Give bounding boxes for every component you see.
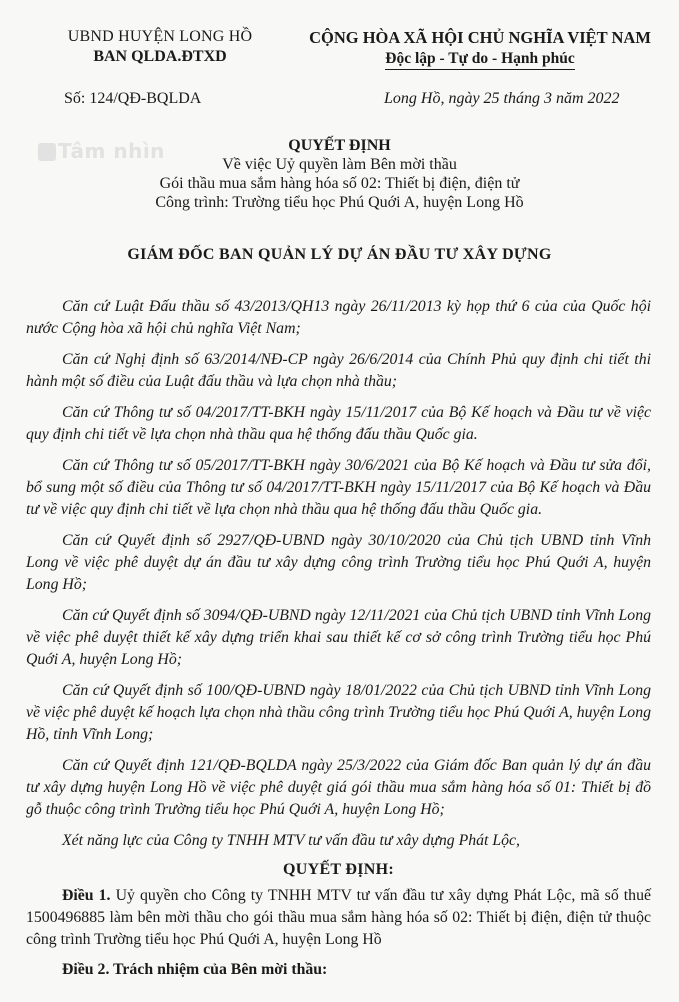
legal-basis-7: Căn cứ Quyết định số 100/QĐ-UBND ngày 18/01/2022 của Chủ tịch UBND tỉnh Vĩnh Long về việc phê duyệt kế hoạch lựa chọn nhà thầu công trình Trường tiểu học Phú Quới A, huyện Long Hồ, tỉnh Vĩnh Long; [26,682,651,743]
legal-basis-6: Căn cứ Quyết định số 3094/QĐ-UBND ngày 12/11/2021 của Chủ tịch UBND tỉnh Vĩnh Long về việc phê duyệt thiết kế xây dựng triển khai sau thiết kế cơ sở công trình Trường tiểu học Phú Quới A, huyện Long Hồ; [26,607,651,668]
article-1-text: Uỷ quyền cho Công ty TNHH MTV tư vấn đầu tư xây dựng Phát Lộc, mã số thuế 1500496885 làm bên mời thầu cho gói thầu mua sắm hàng hóa số 02: Thiết bị điện, điện tử thuộc công trình Trường tiểu học Phú Quới A, huyện Long Hồ [26,887,651,948]
legal-basis-8: Căn cứ Quyết định 121/QĐ-BQLDA ngày 25/3/2022 của Giám đốc Ban quản lý dự án đầu tư xây dựng huyện Long Hồ về việc phê duyệt giá gói thầu mua sắm hàng hóa số 01: Thiết bị đồ gỗ thuộc công trình Trường tiểu học Phú Quới A, huyện Long Hồ; [26,757,651,818]
org-line-2: BAN QLDA.ĐTXD [93,48,227,65]
org-line-1: UBND HUYỆN LONG HỒ [67,28,253,45]
legal-basis-5: Căn cứ Quyết định số 2927/QĐ-UBND ngày 30/10/2020 của Chủ tịch UBND tỉnh Vĩnh Long về việc phê duyệt dự án đầu tư xây dựng công trình Trường tiểu học Phú Quới A, huyện Long Hồ; [26,532,651,593]
decision-title-block [0,137,679,212]
issuing-organization [40,28,280,66]
document-number: Số: 124/QĐ-BQLDA [64,90,202,107]
legal-basis-1: Căn cứ Luật Đấu thầu số 43/2013/QH13 ngày 26/11/2013 kỳ họp thứ 6 của của Quốc hội nước Cộng hòa xã hội chủ nghĩa Việt Nam; [26,298,651,337]
decision-title: QUYẾT ĐỊNH [288,137,391,154]
capability-consideration: Xét năng lực của Công ty TNHH MTV tư vấn đầu tư xây dựng Phát Lộc, [62,832,521,849]
decision-heading: QUYẾT ĐỊNH: [282,861,395,878]
title-subject-line-1: Về việc Uỷ quyền làm Bên mời thầu [222,156,457,173]
document-body [26,296,651,979]
national-header [300,28,660,70]
watermark-text: Tâm nhìn [58,139,165,163]
issuing-authority: GIÁM ĐỐC BAN QUẢN LÝ DỰ ÁN ĐẦU TƯ XÂY DỰNG [127,246,552,263]
nation-name: CỘNG HÒA XÃ HỘI CHỦ NGHĨA VIỆT NAM [309,28,651,47]
legal-basis-4: Căn cứ Thông tư số 05/2017/TT-BKH ngày 30/6/2021 của Bộ Kế hoạch và Đầu tư sửa đổi, bổ sung một số điều của Thông tư số 04/2017/TT-BKH ngày 15/11/2017 của Bộ Kế hoạch và Đầu tư về việc quy định chi tiết về lựa chọn nhà thầu qua hệ thống đấu thầu Quốc gia. [26,457,651,518]
title-subject-line-2: Gói thầu mua sắm hàng hóa số 02: Thiết bị điện, điện tử [159,175,520,192]
title-subject-line-3: Công trình: Trường tiểu học Phú Quới A, huyện Long Hồ [155,194,524,211]
legal-basis-3: Căn cứ Thông tư số 04/2017/TT-BKH ngày 15/11/2017 của Bộ Kế hoạch và Đầu tư về việc quy định chi tiết về lựa chọn nhà thầu qua hệ thống đấu thầu Quốc gia. [26,404,651,443]
article-2-heading: Điều 2. Trách nhiệm của Bên mời thầu: [62,961,328,978]
article-1 [26,885,651,951]
legal-basis-2: Căn cứ Nghị định số 63/2014/NĐ-CP ngày 26/6/2014 của Chính Phủ quy định chi tiết thi hành một số điều của Luật đấu thầu và lựa chọn nhà thầu; [26,351,651,390]
national-motto: Độc lập - Tự do - Hạnh phúc [385,50,574,70]
place-date: Long Hồ, ngày 25 tháng 3 năm 2022 [384,90,620,107]
article-1-label: Điều 1. [62,887,111,904]
